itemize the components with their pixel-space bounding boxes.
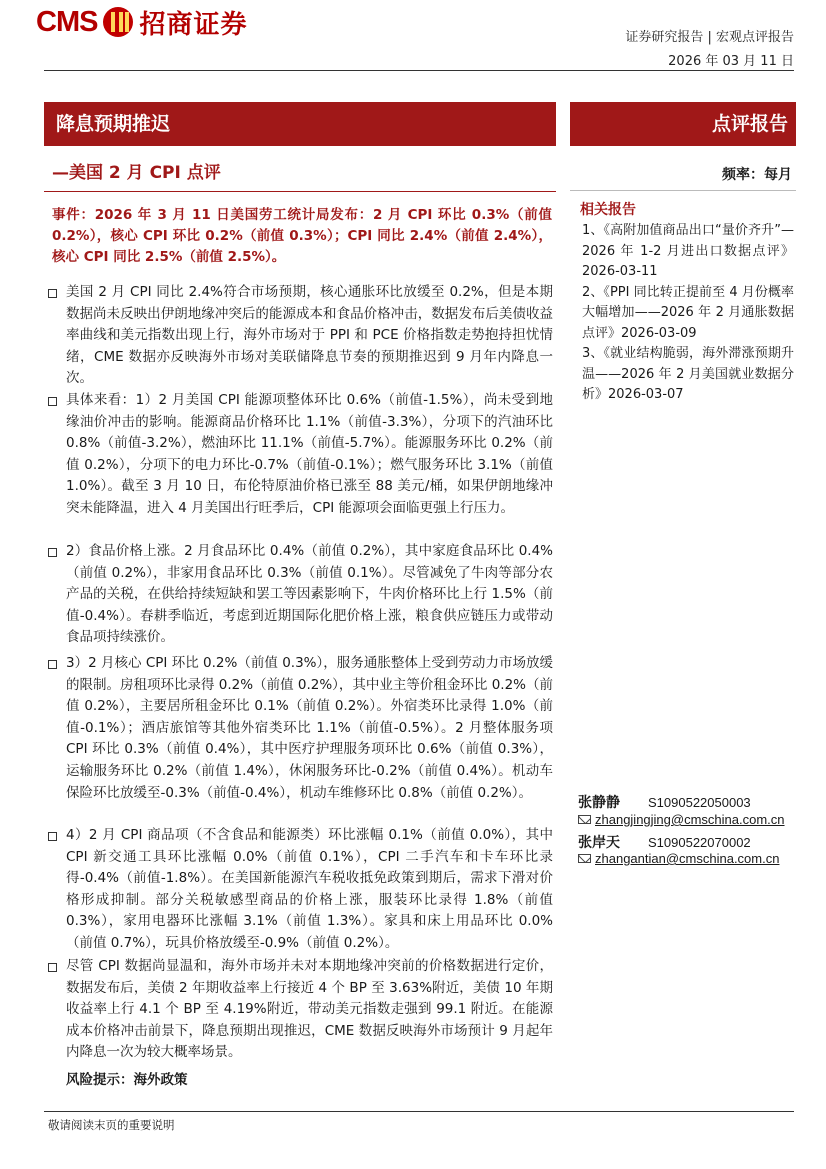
logo-emblem-icon: [103, 7, 133, 37]
report-date: 2026 年 03 月 11 日: [668, 54, 794, 69]
subtitle-divider: [44, 191, 556, 192]
related-reports-list: [582, 221, 794, 406]
footer-divider: [44, 1111, 794, 1112]
analyst-license-id: S1090522050003: [648, 794, 751, 810]
side-title-banner: [570, 102, 796, 146]
header-divider: [44, 70, 794, 71]
analyst-email-text[interactable]: zhangjingjing@cmschina.com.cn: [595, 812, 785, 827]
footer-disclaimer: 敬请阅读末页的重要说明: [48, 1118, 175, 1132]
analyst-name: 张岸天: [578, 835, 620, 851]
bullet-square-icon: [48, 397, 57, 406]
analyst-email[interactable]: [578, 812, 785, 827]
logo-cms-text: CMS: [36, 5, 98, 38]
related-reports-heading: 相关报告: [580, 202, 636, 218]
bullet-square-icon: [48, 289, 57, 298]
related-report-item[interactable]: 1、《高附加值商品出口“量价齐升”—2026 年 1-2 月进出口数据点评》2026-03-11: [582, 223, 794, 279]
brand-logo: [36, 2, 247, 42]
analyst-row: [578, 832, 751, 852]
mail-icon: [578, 815, 591, 824]
analyst-email[interactable]: [578, 851, 779, 866]
report-title-banner: [44, 102, 556, 146]
bullet-square-icon: [48, 963, 57, 972]
analyst-name: 张静静: [578, 795, 620, 811]
report-type: 证券研究报告 | 宏观点评报告: [625, 30, 794, 45]
side-title: 点评报告: [711, 113, 788, 135]
paragraph-4: 3）2 月核心 CPI 环比 0.2%（前值 0.3%），服务通胀整体上受到劳动力市场放缓的限制。房租项环比录得 0.2%（前值 0.2%），其中业主等价租金环比 0.2%（前值 0.2%），主要居所租金环比 0.1%（前值 0.2%）。外宿类环比录得 1.0%（前值-0.1%）；酒店旅馆等其他外宿类环比 1.1%（前值-0.5%）。2 月整体服务项 CPI 环比 0.3%（前值 0.4%），其中医疗护理服务项环比 0.6%（前值 0.3%），运输服务环比 0.2%（前值 1.4%），休闲服务环比-0.2%（前值 0.4%）。机动车保险环比放缓至-0.3%（前值-0.4%），机动车维修环比 0.8%（前值 0.2%）。: [66, 655, 554, 801]
mail-icon: [578, 854, 591, 863]
paragraph-6: 尽管 CPI 数据尚显温和，海外市场并未对本期地缘冲突前的价格数据进行定价，数据发布后，美债 2 年期收益率上行接近 4 个 BP 至 3.63%附近，美债 10 年期收益率上行 4.1 个 BP 至 4.19%附近，带动美元指数走强到 99.1 附近。在能源成本价格冲击前景下，降息预期出现推迟，CME 数据反映海外市场预计 9 月起年内降息一次为较大概率场景。: [66, 958, 553, 1061]
frequency-label: 频率：每月: [722, 167, 792, 183]
paragraph-3: 2）食品价格上涨。2 月食品环比 0.4%（前值 0.2%），其中家庭食品环比 0.4%（前值 0.2%），非家用食品环比 0.3%（前值 0.1%）。尽管减免了牛肉等部分农产品的关税，在供给持续短缺和罢工等因素影响下，牛肉价格环比上行 1.5%（前值-0.4%）。春耕季临近，考虑到近期国际化肥价格上涨，粮食供应链压力或带动食品项持续涨价。: [66, 543, 553, 646]
event-summary: 事件：2026 年 3 月 11 日美国劳工统计局发布：2 月 CPI 环比 0.3%（前值 0.2%），核心 CPI 环比 0.2%（前值 0.3%）；CPI 同比 2.4%（前值 2.4%），核心 CPI 同比 2.5%（前值 2.5%）。: [52, 207, 552, 265]
side-divider: [570, 190, 796, 191]
bullet-square-icon: [48, 832, 57, 841]
paragraph-1: 美国 2 月 CPI 同比 2.4%符合市场预期，核心通胀环比放缓至 0.2%，但是本期数据尚未反映出伊朗地缘冲突后的能源成本和食品价格冲击，数据发布后美债收益率曲线和美元指数出现上行，海外市场对于 PPI 和 PCE 价格指数走势抱持担忧情绪，CME 数据亦反映海外市场对美联储降息节奏的预期推迟到 9 月年内降息一次。: [66, 284, 553, 387]
report-title: 降息预期推迟: [56, 113, 171, 135]
risk-warning: 风险提示：海外政策: [66, 1072, 188, 1088]
bullet-square-icon: [48, 660, 57, 669]
analyst-license-id: S1090522070002: [648, 834, 751, 850]
paragraph-5: 4）2 月 CPI 商品项（不含食品和能源类）环比涨幅 0.1%（前值 0.0%），其中 CPI 新交通工具环比涨幅 0.0%（前值 0.1%），CPI 二手汽车和卡车环比录得-0.4%（前值-1.8%）。在美国新能源汽车税收抵免政策到期后，需求下滑对价格形成抑制。部分关税敏感型商品的价格上涨，服装环比录得 1.8%（前值 0.3%），家用电器环比涨幅 3.1%（前值 1.3%）。家具和床上用品环比 0.0%（前值 0.7%），玩具价格放缓至-0.9%（前值 0.2%）。: [66, 827, 553, 951]
report-subtitle: —美国 2 月 CPI 点评: [52, 163, 221, 183]
related-report-item[interactable]: 2、《PPI 同比转正提前至 4 月份概率大幅增加——2026 年 2 月通胀数据点评》2026-03-09: [582, 284, 794, 341]
logo-chinese-text: 招商证券: [139, 9, 248, 40]
analyst-row: [578, 792, 751, 812]
related-report-item[interactable]: 3、《就业结构脆弱，海外滞涨预期升温——2026 年 2 月美国就业数据分析》2026-03-07: [582, 346, 794, 402]
analyst-email-text[interactable]: zhangantian@cmschina.com.cn: [595, 851, 780, 866]
bullet-square-icon: [48, 548, 57, 557]
paragraph-2: 具体来看：1）2 月美国 CPI 能源项整体环比 0.6%（前值-1.5%），尚未受到地缘油价冲击的影响。能源商品价格环比 1.1%（前值-3.3%），分项下的汽油环比 0.8%（前值-3.2%），燃油环比 11.1%（前值-5.7%）。能源服务环比 0.2%（前值 0.2%），分项下的电力环比-0.7%（前值-0.1%）；燃气服务环比 3.1%（前值 1.0%）。截至 3 月 10 日，布伦特原油价格已涨至 88 美元/桶，如果伊朗地缘冲突未能降温，进入 4 月美国出行旺季后，CPI 能源项会面临更强上行压力。: [66, 392, 553, 516]
